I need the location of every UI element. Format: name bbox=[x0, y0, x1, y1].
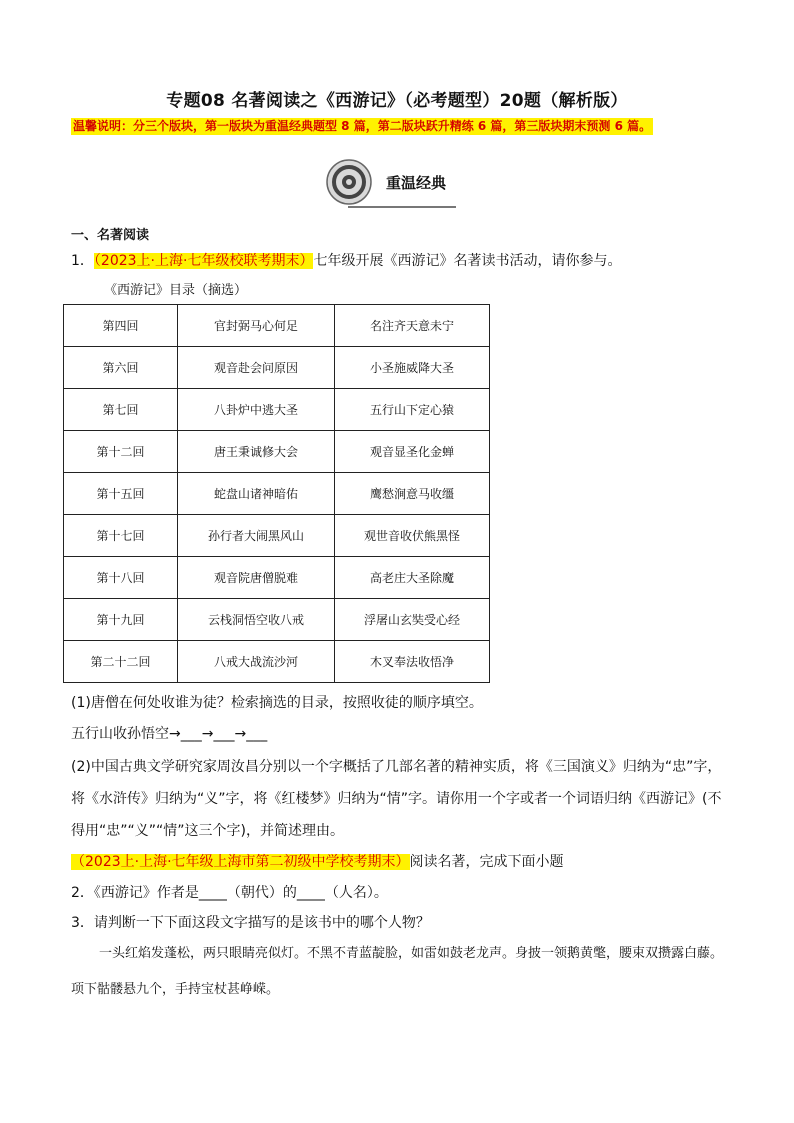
toc-row bbox=[64, 641, 490, 683]
section-heading: 一、名著阅读 bbox=[71, 228, 150, 243]
toc-chapter-number: 第十七回 bbox=[64, 515, 178, 557]
toc-chapter-title: 官封弼马心何足 bbox=[178, 305, 335, 347]
question-intro-text: 阅读名著，完成下面小题 bbox=[409, 854, 564, 870]
question-source-tag: （2023上·上海·七年级上海市第二初级中学校考期末） bbox=[71, 854, 410, 870]
question-number: 1． bbox=[71, 253, 94, 269]
toc-chapter-number: 第四回 bbox=[64, 305, 178, 347]
sub-question-2-line-2: 将《水浒传》归纳为“义”字，将《红楼梦》归纳为“情”字。请你用一个字或者一个词语归纳《西游记》(不 bbox=[71, 791, 722, 807]
toc-chapter-title: 小圣施威降大圣 bbox=[335, 347, 490, 389]
toc-row bbox=[64, 305, 490, 347]
toc-chapter-title: 唐王秉诚修大会 bbox=[178, 431, 335, 473]
toc-chapter-title: 鹰愁涧意马收缰 bbox=[335, 473, 490, 515]
toc-chapter-title: 八卦炉中逃大圣 bbox=[178, 389, 335, 431]
toc-chapter-number: 第十八回 bbox=[64, 557, 178, 599]
toc-caption: 《西游记》目录（摘选） bbox=[104, 283, 248, 298]
toc-chapter-title: 名注齐天意未宁 bbox=[335, 305, 490, 347]
question-text: 七年级开展《西游记》名著读书活动，请你参与。 bbox=[313, 253, 622, 269]
toc-chapter-number: 第七回 bbox=[64, 389, 178, 431]
section-banner-label: 重温经典 bbox=[386, 174, 447, 192]
toc-chapter-title: 八戒大战流沙河 bbox=[178, 641, 335, 683]
toc-chapter-title: 云栈洞悟空收八戒 bbox=[178, 599, 335, 641]
toc-row bbox=[64, 431, 490, 473]
question-1-line bbox=[71, 250, 621, 270]
toc-chapter-title: 高老庄大圣除魔 bbox=[335, 557, 490, 599]
notice-banner: 温馨说明：分三个版块，第一版块为重温经典题型 8 篇，第二版块跃升精练 6 篇，第三版块期末预测 6 篇。 bbox=[73, 119, 652, 133]
toc-chapter-title: 木叉奉法收悟净 bbox=[335, 641, 490, 683]
toc-row bbox=[64, 557, 490, 599]
toc-chapter-number: 第二十二回 bbox=[64, 641, 178, 683]
banner-underline bbox=[348, 206, 456, 208]
question-source-tag: （2023上·上海·七年级校联考期末） bbox=[93, 253, 314, 269]
toc-chapter-number: 第十九回 bbox=[64, 599, 178, 641]
quoted-passage: 一头红焰发蓬松，两只眼睛亮似灯。不黑不青蓝靛脸，如雷如鼓老龙声。身披一领鹅黄氅，腰束双攒露白藤。项下骷髅悬九个，手持宝杖甚峥嵘。 bbox=[71, 946, 724, 997]
toc-chapter-title: 观音院唐僧脱难 bbox=[178, 557, 335, 599]
toc-chapter-title: 观音显圣化金蝉 bbox=[335, 431, 490, 473]
toc-chapter-title: 浮屠山玄奘受心经 bbox=[335, 599, 490, 641]
toc-row bbox=[64, 347, 490, 389]
sub-question-1-answer: 五行山收孙悟空→___→___→___ bbox=[71, 726, 268, 742]
toc-chapter-title: 观音赴会问原因 bbox=[178, 347, 335, 389]
toc-chapter-number: 第十二回 bbox=[64, 431, 178, 473]
question-2-intro bbox=[71, 851, 564, 871]
sub-question-1: (1)唐僧在何处收谁为徒？检索摘选的目录，按照收徒的顺序填空。 bbox=[71, 695, 483, 711]
toc-chapter-title: 观世音收伏熊黑怪 bbox=[335, 515, 490, 557]
toc-table bbox=[63, 304, 490, 683]
toc-row bbox=[64, 473, 490, 515]
toc-row bbox=[64, 599, 490, 641]
toc-row bbox=[64, 515, 490, 557]
page-title: 专题08 名著阅读之《西游记》（必考题型）20题（解析版） bbox=[166, 91, 628, 111]
sub-question-2-line-3: 得用“忠”“义”“情”这三个字)，并简述理由。 bbox=[71, 823, 344, 839]
toc-chapter-number: 第六回 bbox=[64, 347, 178, 389]
question-3: 3．请判断一下下面这段文字描写的是该书中的哪个人物？ bbox=[71, 915, 430, 931]
toc-chapter-title: 孙行者大闹黑风山 bbox=[178, 515, 335, 557]
toc-chapter-number: 第十五回 bbox=[64, 473, 178, 515]
toc-chapter-title: 五行山下定心猿 bbox=[335, 389, 490, 431]
sub-question-2-line-1: (2)中国古典文学研究家周汝昌分别以一个字概括了几部名著的精神实质，将《三国演义》归纳为“忠”字， bbox=[71, 759, 722, 775]
toc-row bbox=[64, 389, 490, 431]
question-2: 2．《西游记》作者是____（朝代）的____（人名）。 bbox=[71, 885, 388, 901]
toc-chapter-title: 蛇盘山诸神暗佑 bbox=[178, 473, 335, 515]
